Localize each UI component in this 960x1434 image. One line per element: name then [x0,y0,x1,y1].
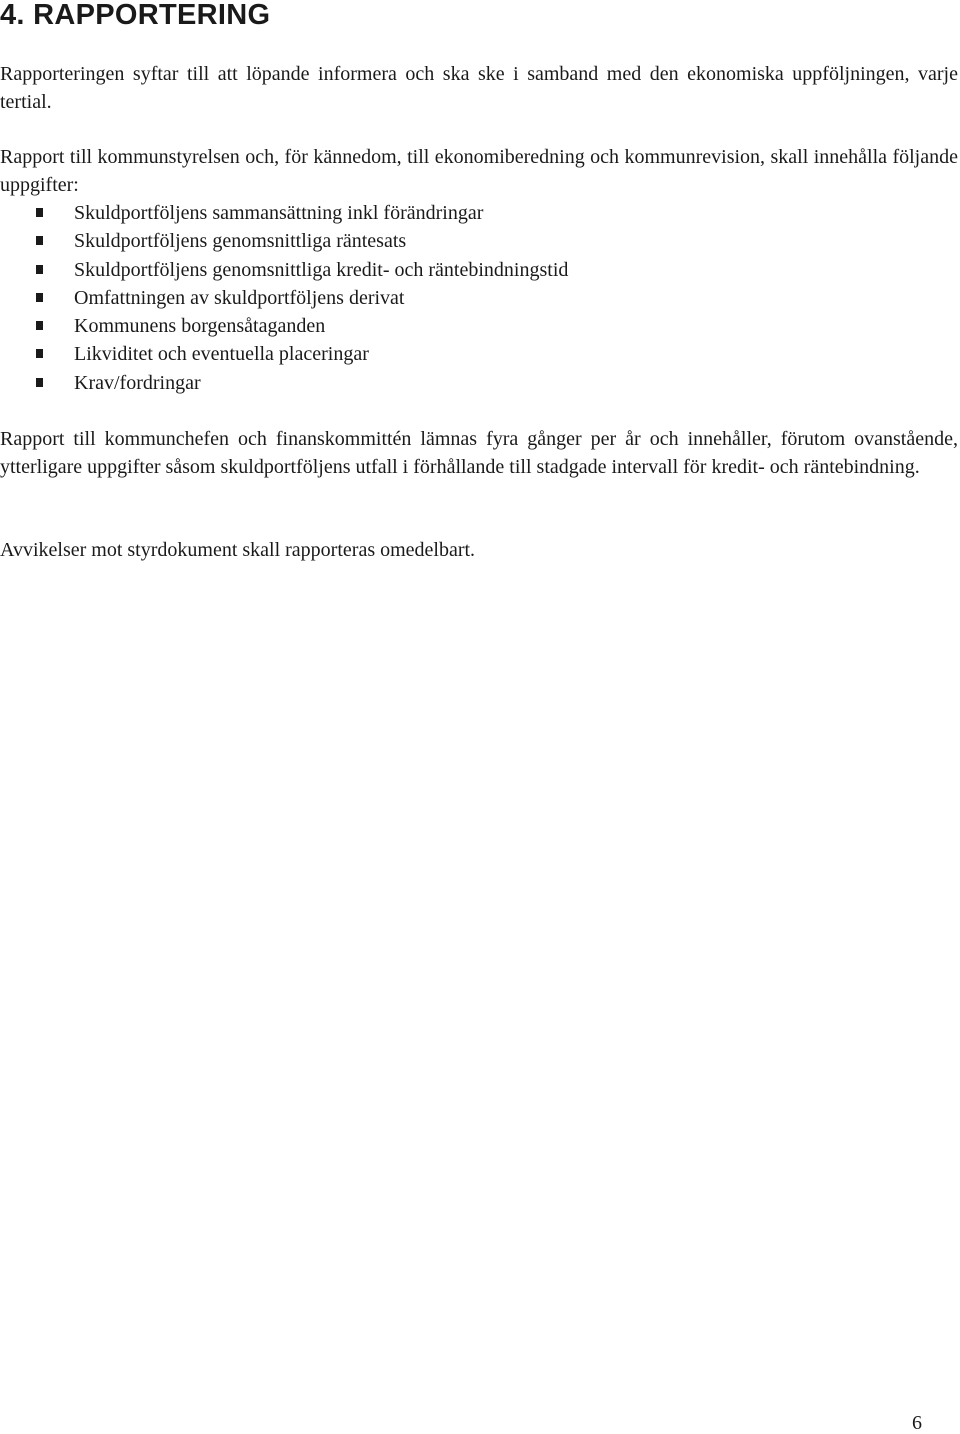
square-bullet-icon [36,265,43,274]
list-item [0,227,568,255]
page-number: 6 [912,1412,922,1434]
section-heading: 4. RAPPORTERING [0,0,271,31]
list-item-text: Likviditet och eventuella placeringar [74,343,369,366]
list-item [0,256,568,284]
square-bullet-icon [36,293,43,302]
square-bullet-icon [36,378,43,387]
intro-paragraph: Rapporteringen syftar till att löpande informera och ska ske i samband med den ekonomiska uppföljningen, varje tertial. [0,63,958,113]
square-bullet-icon [36,321,43,330]
list-item [0,369,568,397]
list-item-text: Skuldportföljens sammansättning inkl förändringar [74,202,484,224]
list-item-text: Omfattningen av skuldportföljens derivat [74,286,405,309]
list-item-text: Skuldportföljens genomsnittliga räntesats [74,230,407,253]
list-item-text: Skuldportföljens genomsnittliga kredit- och räntebindningstid [74,258,569,281]
list-item [0,199,568,227]
report-board-paragraph: Rapport till kommunstyrelsen och, för kännedom, till ekonomiberedning och kommunrevision, skall innehålla följande uppgifter: [0,146,958,196]
square-bullet-icon [36,236,43,245]
square-bullet-icon [36,349,43,358]
deviation-paragraph: Avvikelser mot styrdokument skall rapporteras omedelbart. [0,539,476,561]
list-item [0,340,568,368]
list-item-text: Krav/fordringar [74,371,201,394]
report-contents-list [0,199,568,397]
list-item [0,284,568,312]
list-item-text: Kommunens borgensåtaganden [74,315,326,338]
square-bullet-icon [36,208,43,217]
list-item [0,312,568,340]
report-chief-paragraph: Rapport till kommunchefen och finanskommittén lämnas fyra gånger per år och innehåller, förutom ovanstående, ytterligare uppgifter såsom skuldportföljens utfall i förhållande till stadgade intervall för kredit- och räntebindning. [0,428,958,478]
